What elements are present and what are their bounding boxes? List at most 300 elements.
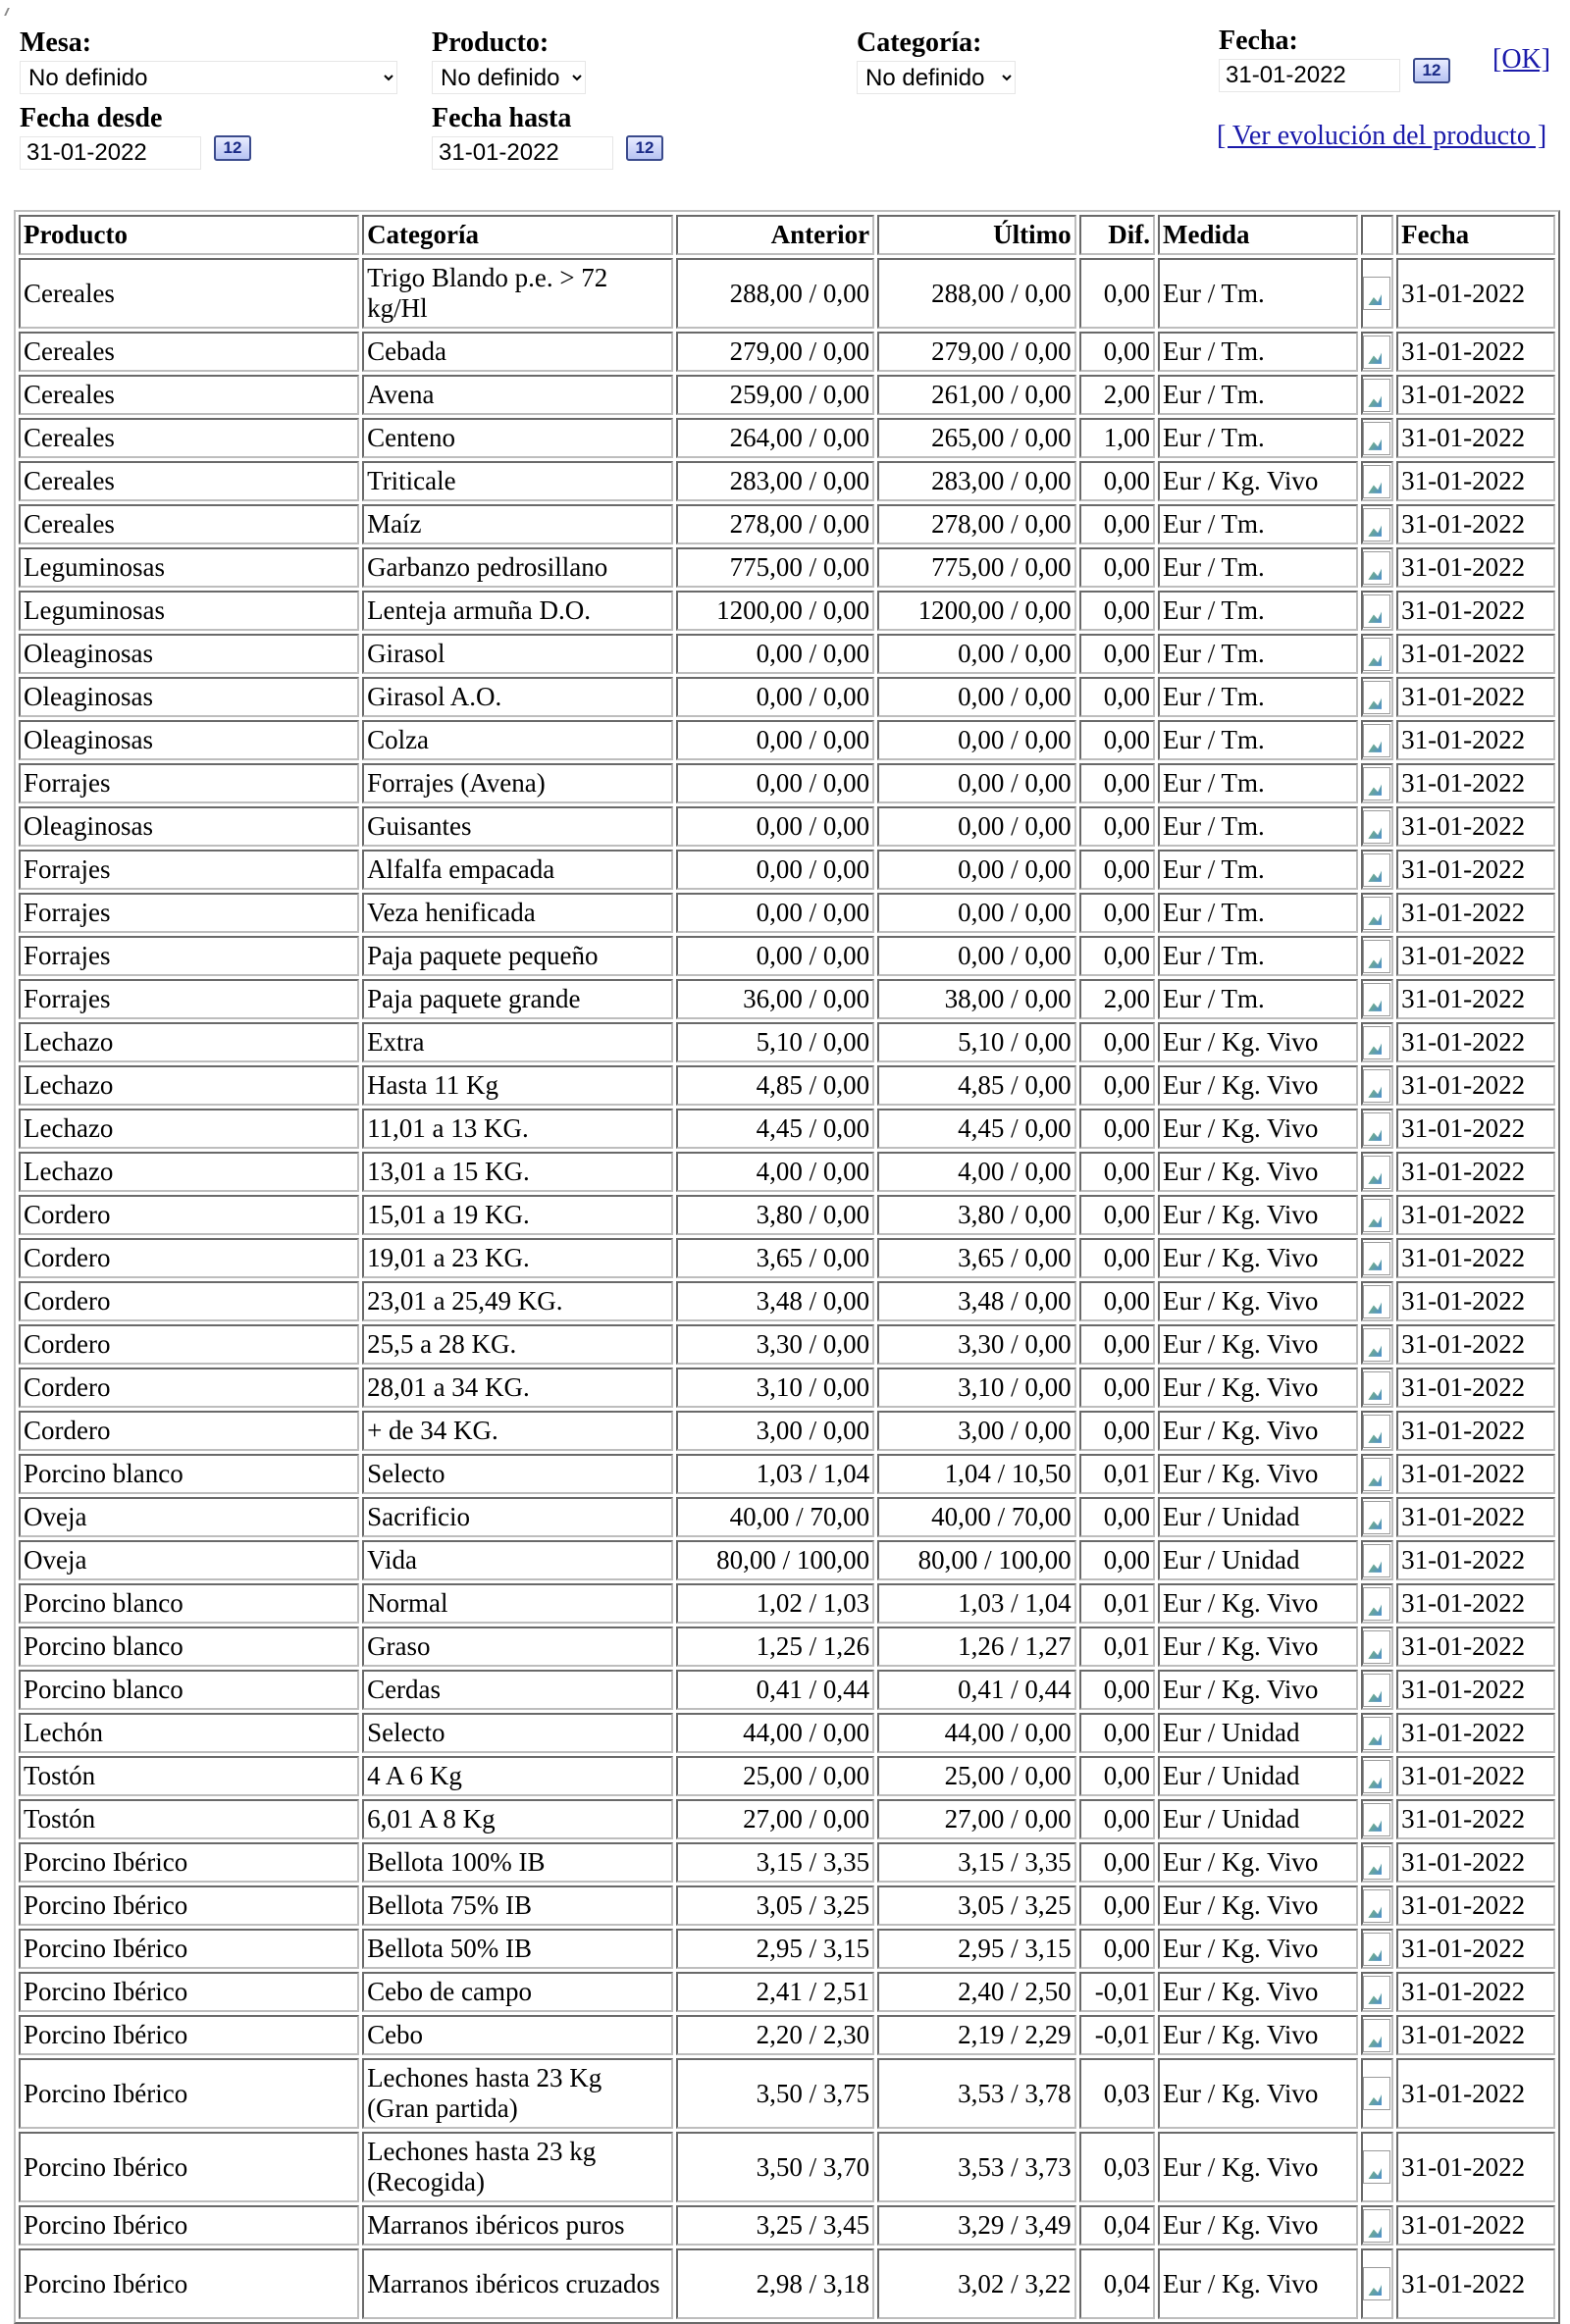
table-row	[19, 1799, 1555, 1839]
table-row	[19, 1109, 1555, 1149]
cell-fecha: 31-01-2022	[1396, 332, 1555, 372]
broken-image-icon[interactable]	[1363, 853, 1390, 887]
cell-producto: Lechazo	[19, 1152, 359, 1192]
cell-categoria: Avena	[362, 375, 673, 415]
header-ultimo[interactable]: Último	[877, 215, 1076, 255]
cell-grafico	[1361, 1756, 1394, 1796]
broken-image-icon[interactable]	[1363, 1760, 1390, 1793]
cell-dif: 0,00	[1079, 1885, 1155, 1926]
table-row	[19, 850, 1555, 890]
cell-grafico	[1361, 1195, 1394, 1235]
cell-categoria: Guisantes	[362, 806, 673, 847]
table-row	[19, 763, 1555, 803]
cell-fecha: 31-01-2022	[1396, 1238, 1555, 1278]
cell-categoria: Marranos ibéricos cruzados	[362, 2248, 673, 2319]
broken-image-icon[interactable]	[1363, 638, 1390, 671]
header-fecha[interactable]: Fecha	[1396, 215, 1555, 255]
cell-grafico	[1361, 1281, 1394, 1321]
broken-image-icon[interactable]	[1363, 1026, 1390, 1059]
broken-image-icon[interactable]	[1363, 1717, 1390, 1750]
cell-medida: Eur / Tm.	[1158, 763, 1358, 803]
cell-ultimo: 278,00 / 0,00	[877, 504, 1076, 544]
broken-image-icon[interactable]	[1363, 2150, 1390, 2184]
cell-categoria: Lenteja armuña D.O.	[362, 591, 673, 631]
cell-medida: Eur / Unidad	[1158, 1713, 1358, 1753]
cell-categoria: Bellota 100% IB	[362, 1842, 673, 1883]
cell-anterior: 3,05 / 3,25	[676, 1885, 875, 1926]
cell-categoria: Marranos ibéricos puros	[362, 2205, 673, 2246]
cell-ultimo: 3,10 / 0,00	[877, 1368, 1076, 1408]
table-row	[19, 375, 1555, 415]
cell-ultimo: 2,95 / 3,15	[877, 1929, 1076, 1969]
cell-ultimo: 3,00 / 0,00	[877, 1411, 1076, 1451]
cell-anterior: 80,00 / 100,00	[676, 1540, 875, 1580]
cell-fecha: 31-01-2022	[1396, 504, 1555, 544]
corner-mark	[4, 8, 14, 16]
cell-ultimo: 3,65 / 0,00	[877, 1238, 1076, 1278]
cell-grafico	[1361, 1368, 1394, 1408]
broken-image-icon[interactable]	[1363, 551, 1390, 585]
cell-producto: Oleaginosas	[19, 677, 359, 717]
cell-producto: Porcino blanco	[19, 1583, 359, 1624]
cell-grafico	[1361, 1540, 1394, 1580]
cell-fecha: 31-01-2022	[1396, 1497, 1555, 1537]
cell-grafico	[1361, 2248, 1394, 2319]
table-row	[19, 1022, 1555, 1062]
table-row	[19, 720, 1555, 760]
fecha-group	[1219, 26, 1400, 92]
cell-medida: Eur / Tm.	[1158, 258, 1358, 329]
cell-dif: 0,00	[1079, 1195, 1155, 1235]
cell-grafico	[1361, 677, 1394, 717]
cell-dif: 0,03	[1079, 2058, 1155, 2129]
broken-image-icon[interactable]	[1363, 277, 1390, 310]
cell-fecha: 31-01-2022	[1396, 1627, 1555, 1667]
broken-image-icon[interactable]	[1363, 1156, 1390, 1189]
cell-grafico	[1361, 1022, 1394, 1062]
cell-producto: Cordero	[19, 1411, 359, 1451]
broken-image-icon[interactable]	[1363, 1285, 1390, 1318]
cell-fecha: 31-01-2022	[1396, 418, 1555, 458]
cell-categoria: Girasol	[362, 634, 673, 674]
cell-producto: Porcino Ibérico	[19, 2205, 359, 2246]
cell-anterior: 3,00 / 0,00	[676, 1411, 875, 1451]
categoria-label: Categoría:	[857, 27, 982, 58]
broken-image-icon[interactable]	[1363, 1933, 1390, 1966]
cell-categoria: Cebada	[362, 332, 673, 372]
table-row	[19, 1281, 1555, 1321]
cell-ultimo: 4,00 / 0,00	[877, 1152, 1076, 1192]
table-row	[19, 258, 1555, 329]
cell-ultimo: 1200,00 / 0,00	[877, 591, 1076, 631]
broken-image-icon[interactable]	[1363, 594, 1390, 628]
table-row	[19, 547, 1555, 588]
cell-producto: Forrajes	[19, 763, 359, 803]
cell-fecha: 31-01-2022	[1396, 979, 1555, 1019]
cell-producto: Porcino blanco	[19, 1454, 359, 1494]
fecha-input[interactable]	[1219, 59, 1400, 92]
cell-dif: 0,00	[1079, 1152, 1155, 1192]
cell-medida: Eur / Tm.	[1158, 677, 1358, 717]
categoria-select[interactable]	[857, 61, 1016, 94]
cell-fecha: 31-01-2022	[1396, 2205, 1555, 2246]
broken-image-icon[interactable]	[1363, 1371, 1390, 1405]
cell-grafico	[1361, 1324, 1394, 1365]
cell-anterior: 3,15 / 3,35	[676, 1842, 875, 1883]
cell-fecha: 31-01-2022	[1396, 1195, 1555, 1235]
cell-dif: 0,00	[1079, 936, 1155, 976]
table-row	[19, 806, 1555, 847]
table-row	[19, 1713, 1555, 1753]
cell-dif: 0,00	[1079, 1756, 1155, 1796]
cell-dif: 0,00	[1079, 1324, 1155, 1365]
cell-anterior: 1,03 / 1,04	[676, 1454, 875, 1494]
cell-grafico	[1361, 1411, 1394, 1451]
cell-anterior: 2,20 / 2,30	[676, 2015, 875, 2055]
cell-medida: Eur / Kg. Vivo	[1158, 1627, 1358, 1667]
table-row	[19, 1411, 1555, 1451]
cell-anterior: 1,25 / 1,26	[676, 1627, 875, 1667]
cell-medida: Eur / Kg. Vivo	[1158, 1842, 1358, 1883]
cell-dif: 2,00	[1079, 375, 1155, 415]
cell-categoria: 19,01 a 23 KG.	[362, 1238, 673, 1278]
broken-image-icon[interactable]	[1363, 1501, 1390, 1534]
broken-image-icon[interactable]	[1363, 422, 1390, 455]
cell-medida: Eur / Unidad	[1158, 1540, 1358, 1580]
mesa-label: Mesa:	[20, 27, 92, 58]
cell-fecha: 31-01-2022	[1396, 1324, 1555, 1365]
cell-grafico	[1361, 1152, 1394, 1192]
cell-producto: Cereales	[19, 504, 359, 544]
cell-producto: Porcino blanco	[19, 1627, 359, 1667]
cell-fecha: 31-01-2022	[1396, 1929, 1555, 1969]
cell-ultimo: 261,00 / 0,00	[877, 375, 1076, 415]
ok-link[interactable]: [OK]	[1492, 44, 1551, 75]
table-row	[19, 2205, 1555, 2246]
cell-ultimo: 0,00 / 0,00	[877, 850, 1076, 890]
table-row	[19, 1238, 1555, 1278]
broken-image-icon[interactable]	[1363, 1846, 1390, 1880]
cell-ultimo: 0,00 / 0,00	[877, 763, 1076, 803]
broken-image-icon[interactable]	[1363, 1889, 1390, 1923]
cell-anterior: 5,10 / 0,00	[676, 1022, 875, 1062]
broken-image-icon[interactable]	[1363, 2019, 1390, 2052]
cell-producto: Cordero	[19, 1324, 359, 1365]
cell-fecha: 31-01-2022	[1396, 1065, 1555, 1106]
header-producto[interactable]: Producto	[19, 215, 359, 255]
table-row	[19, 677, 1555, 717]
cell-dif: 0,00	[1079, 1670, 1155, 1710]
cell-categoria: Cerdas	[362, 1670, 673, 1710]
broken-image-icon[interactable]	[1363, 379, 1390, 412]
cell-ultimo: 3,53 / 3,78	[877, 2058, 1076, 2129]
cell-producto: Porcino Ibérico	[19, 1929, 359, 1969]
cell-fecha: 31-01-2022	[1396, 1152, 1555, 1192]
cell-grafico	[1361, 1065, 1394, 1106]
broken-image-icon[interactable]	[1363, 1112, 1390, 1146]
cell-anterior: 278,00 / 0,00	[676, 504, 875, 544]
cell-categoria: Cebo	[362, 2015, 673, 2055]
table-row	[19, 1972, 1555, 2012]
cell-fecha: 31-01-2022	[1396, 1670, 1555, 1710]
cell-dif: 0,00	[1079, 1022, 1155, 1062]
fecha-hasta-label: Fecha hasta	[432, 103, 572, 133]
cell-producto: Porcino Ibérico	[19, 1972, 359, 2012]
cell-grafico	[1361, 1454, 1394, 1494]
cell-categoria: 6,01 A 8 Kg	[362, 1799, 673, 1839]
broken-image-icon[interactable]	[1363, 724, 1390, 757]
cell-fecha: 31-01-2022	[1396, 1411, 1555, 1451]
cell-ultimo: 0,00 / 0,00	[877, 677, 1076, 717]
cell-categoria: Normal	[362, 1583, 673, 1624]
broken-image-icon[interactable]	[1363, 1458, 1390, 1491]
broken-image-icon[interactable]	[1363, 1415, 1390, 1448]
cell-anterior: 0,00 / 0,00	[676, 677, 875, 717]
cell-anterior: 2,95 / 3,15	[676, 1929, 875, 1969]
mesa-select[interactable]	[20, 61, 397, 94]
cell-anterior: 4,00 / 0,00	[676, 1152, 875, 1192]
cell-categoria: Bellota 50% IB	[362, 1929, 673, 1969]
cell-ultimo: 25,00 / 0,00	[877, 1756, 1076, 1796]
cell-fecha: 31-01-2022	[1396, 2248, 1555, 2319]
broken-image-icon[interactable]	[1363, 465, 1390, 498]
cell-medida: Eur / Kg. Vivo	[1158, 1670, 1358, 1710]
cell-anterior: 3,25 / 3,45	[676, 2205, 875, 2246]
cell-dif: 0,00	[1079, 504, 1155, 544]
cell-categoria: Paja paquete grande	[362, 979, 673, 1019]
cell-grafico	[1361, 1972, 1394, 2012]
cell-anterior: 288,00 / 0,00	[676, 258, 875, 329]
cell-grafico	[1361, 979, 1394, 1019]
cell-producto: Oleaginosas	[19, 634, 359, 674]
cell-categoria: Maíz	[362, 504, 673, 544]
cell-producto: Tostón	[19, 1799, 359, 1839]
cell-anterior: 0,41 / 0,44	[676, 1670, 875, 1710]
cell-ultimo: 38,00 / 0,00	[877, 979, 1076, 1019]
cell-producto: Forrajes	[19, 979, 359, 1019]
cell-producto: Cereales	[19, 258, 359, 329]
fecha-hasta-calendar-icon[interactable]: 12	[626, 135, 663, 161]
fecha-desde-input[interactable]	[20, 136, 201, 170]
cell-producto: Lechazo	[19, 1022, 359, 1062]
cell-categoria: Hasta 11 Kg	[362, 1065, 673, 1106]
cell-medida: Eur / Unidad	[1158, 1497, 1358, 1537]
cell-fecha: 31-01-2022	[1396, 1799, 1555, 1839]
broken-image-icon[interactable]	[1363, 983, 1390, 1016]
cell-fecha: 31-01-2022	[1396, 1109, 1555, 1149]
cell-fecha: 31-01-2022	[1396, 258, 1555, 329]
cell-dif: 0,00	[1079, 1497, 1155, 1537]
table-row	[19, 1540, 1555, 1580]
cell-medida: Eur / Kg. Vivo	[1158, 1109, 1358, 1149]
cell-producto: Lechazo	[19, 1109, 359, 1149]
cell-ultimo: 44,00 / 0,00	[877, 1713, 1076, 1753]
categoria-group	[857, 27, 1016, 94]
broken-image-icon[interactable]	[1363, 1544, 1390, 1577]
cell-producto: Cordero	[19, 1195, 359, 1235]
cell-anterior: 3,65 / 0,00	[676, 1238, 875, 1278]
broken-image-icon[interactable]	[1363, 1976, 1390, 2009]
cell-dif: 1,00	[1079, 418, 1155, 458]
cell-anterior: 3,50 / 3,75	[676, 2058, 875, 2129]
table-row	[19, 979, 1555, 1019]
cell-anterior: 40,00 / 70,00	[676, 1497, 875, 1537]
cell-ultimo: 0,00 / 0,00	[877, 720, 1076, 760]
broken-image-icon[interactable]	[1363, 1069, 1390, 1103]
cell-producto: Cordero	[19, 1281, 359, 1321]
fecha-hasta-input[interactable]	[432, 136, 613, 170]
cell-producto: Cordero	[19, 1368, 359, 1408]
header-categoria[interactable]: Categoría	[362, 215, 673, 255]
broken-image-icon[interactable]	[1363, 681, 1390, 714]
cell-dif: 0,00	[1079, 806, 1155, 847]
cell-medida: Eur / Kg. Vivo	[1158, 2248, 1358, 2319]
cell-categoria: Paja paquete pequeño	[362, 936, 673, 976]
table-row	[19, 1195, 1555, 1235]
cell-categoria: Cebo de campo	[362, 1972, 673, 2012]
cell-categoria: 11,01 a 13 KG.	[362, 1109, 673, 1149]
broken-image-icon[interactable]	[1363, 1199, 1390, 1232]
cell-medida: Eur / Tm.	[1158, 547, 1358, 588]
cell-medida: Eur / Kg. Vivo	[1158, 2132, 1358, 2202]
fecha-desde-calendar-icon[interactable]: 12	[214, 135, 251, 161]
cell-ultimo: 3,05 / 3,25	[877, 1885, 1076, 1926]
cell-anterior: 36,00 / 0,00	[676, 979, 875, 1019]
cell-anterior: 0,00 / 0,00	[676, 850, 875, 890]
cell-dif: 0,00	[1079, 634, 1155, 674]
fecha-desde-group	[20, 103, 201, 170]
cell-producto: Porcino blanco	[19, 1670, 359, 1710]
cell-ultimo: 2,19 / 2,29	[877, 2015, 1076, 2055]
broken-image-icon[interactable]	[1363, 1674, 1390, 1707]
cell-medida: Eur / Tm.	[1158, 418, 1358, 458]
cell-grafico	[1361, 850, 1394, 890]
cell-categoria: Bellota 75% IB	[362, 1885, 673, 1926]
cell-dif: 0,01	[1079, 1627, 1155, 1667]
broken-image-icon[interactable]	[1363, 2209, 1390, 2243]
cell-anterior: 0,00 / 0,00	[676, 763, 875, 803]
cell-anterior: 3,48 / 0,00	[676, 1281, 875, 1321]
table-row	[19, 1885, 1555, 1926]
cell-categoria: 15,01 a 19 KG.	[362, 1195, 673, 1235]
producto-group	[432, 27, 586, 94]
cell-fecha: 31-01-2022	[1396, 1713, 1555, 1753]
cell-medida: Eur / Tm.	[1158, 375, 1358, 415]
cell-medida: Eur / Tm.	[1158, 850, 1358, 890]
cell-ultimo: 283,00 / 0,00	[877, 461, 1076, 501]
cell-producto: Porcino Ibérico	[19, 2058, 359, 2129]
cell-categoria: Graso	[362, 1627, 673, 1667]
cell-medida: Eur / Tm.	[1158, 936, 1358, 976]
cell-anterior: 44,00 / 0,00	[676, 1713, 875, 1753]
cell-dif: 0,00	[1079, 1281, 1155, 1321]
table-row	[19, 1627, 1555, 1667]
broken-image-icon[interactable]	[1363, 2267, 1390, 2300]
broken-image-icon[interactable]	[1363, 1630, 1390, 1664]
cell-dif: 0,00	[1079, 1368, 1155, 1408]
cell-categoria: Selecto	[362, 1454, 673, 1494]
cell-dif: 0,00	[1079, 720, 1155, 760]
cell-grafico	[1361, 1583, 1394, 1624]
producto-select[interactable]	[432, 61, 586, 94]
broken-image-icon[interactable]	[1363, 2077, 1390, 2110]
cell-medida: Eur / Tm.	[1158, 720, 1358, 760]
header-anterior[interactable]: Anterior	[676, 215, 875, 255]
cell-dif: 0,00	[1079, 1799, 1155, 1839]
cell-dif: 0,00	[1079, 1713, 1155, 1753]
broken-image-icon[interactable]	[1363, 767, 1390, 800]
cell-producto: Cereales	[19, 332, 359, 372]
broken-image-icon[interactable]	[1363, 1587, 1390, 1621]
broken-image-icon[interactable]	[1363, 336, 1390, 369]
cell-fecha: 31-01-2022	[1396, 2058, 1555, 2129]
cell-anterior: 3,10 / 0,00	[676, 1368, 875, 1408]
table-row	[19, 1497, 1555, 1537]
cell-grafico	[1361, 893, 1394, 933]
cell-categoria: Veza henificada	[362, 893, 673, 933]
cell-grafico	[1361, 2015, 1394, 2055]
broken-image-icon[interactable]	[1363, 940, 1390, 973]
cell-categoria: Sacrificio	[362, 1497, 673, 1537]
cell-ultimo: 3,48 / 0,00	[877, 1281, 1076, 1321]
broken-image-icon[interactable]	[1363, 1242, 1390, 1275]
cell-grafico	[1361, 936, 1394, 976]
cell-medida: Eur / Kg. Vivo	[1158, 1885, 1358, 1926]
cell-producto: Porcino Ibérico	[19, 1885, 359, 1926]
cell-fecha: 31-01-2022	[1396, 1842, 1555, 1883]
cell-fecha: 31-01-2022	[1396, 1885, 1555, 1926]
ver-evolucion-link[interactable]: [ Ver evolución del producto ]	[1217, 121, 1547, 151]
broken-image-icon[interactable]	[1363, 897, 1390, 930]
broken-image-icon[interactable]	[1363, 508, 1390, 542]
header-medida[interactable]: Medida	[1158, 215, 1358, 255]
cell-ultimo: 2,40 / 2,50	[877, 1972, 1076, 2012]
broken-image-icon[interactable]	[1363, 1328, 1390, 1362]
cell-categoria: Garbanzo pedrosillano	[362, 547, 673, 588]
fecha-calendar-icon[interactable]: 12	[1413, 58, 1450, 83]
cell-categoria: Trigo Blando p.e. > 72 kg/Hl	[362, 258, 673, 329]
cell-categoria: Extra	[362, 1022, 673, 1062]
cell-fecha: 31-01-2022	[1396, 1368, 1555, 1408]
cell-grafico	[1361, 720, 1394, 760]
cell-producto: Oveja	[19, 1497, 359, 1537]
table-row	[19, 2132, 1555, 2202]
cell-dif: 0,00	[1079, 677, 1155, 717]
cell-ultimo: 3,15 / 3,35	[877, 1842, 1076, 1883]
cell-grafico	[1361, 634, 1394, 674]
cell-ultimo: 3,53 / 3,73	[877, 2132, 1076, 2202]
cell-ultimo: 4,85 / 0,00	[877, 1065, 1076, 1106]
cell-ultimo: 40,00 / 70,00	[877, 1497, 1076, 1537]
table-row	[19, 1152, 1555, 1192]
cell-grafico	[1361, 1238, 1394, 1278]
fecha-desde-label: Fecha desde	[20, 103, 163, 133]
cell-medida: Eur / Tm.	[1158, 893, 1358, 933]
cell-dif: 0,00	[1079, 1411, 1155, 1451]
broken-image-icon[interactable]	[1363, 1803, 1390, 1836]
cell-fecha: 31-01-2022	[1396, 375, 1555, 415]
cell-producto: Tostón	[19, 1756, 359, 1796]
cell-ultimo: 1,03 / 1,04	[877, 1583, 1076, 1624]
broken-image-icon[interactable]	[1363, 810, 1390, 844]
table-row	[19, 504, 1555, 544]
cell-medida: Eur / Kg. Vivo	[1158, 461, 1358, 501]
header-dif[interactable]: Dif.	[1079, 215, 1155, 255]
cell-dif: 0,00	[1079, 547, 1155, 588]
table-row	[19, 2058, 1555, 2129]
cell-producto: Oleaginosas	[19, 806, 359, 847]
cell-producto: Leguminosas	[19, 547, 359, 588]
